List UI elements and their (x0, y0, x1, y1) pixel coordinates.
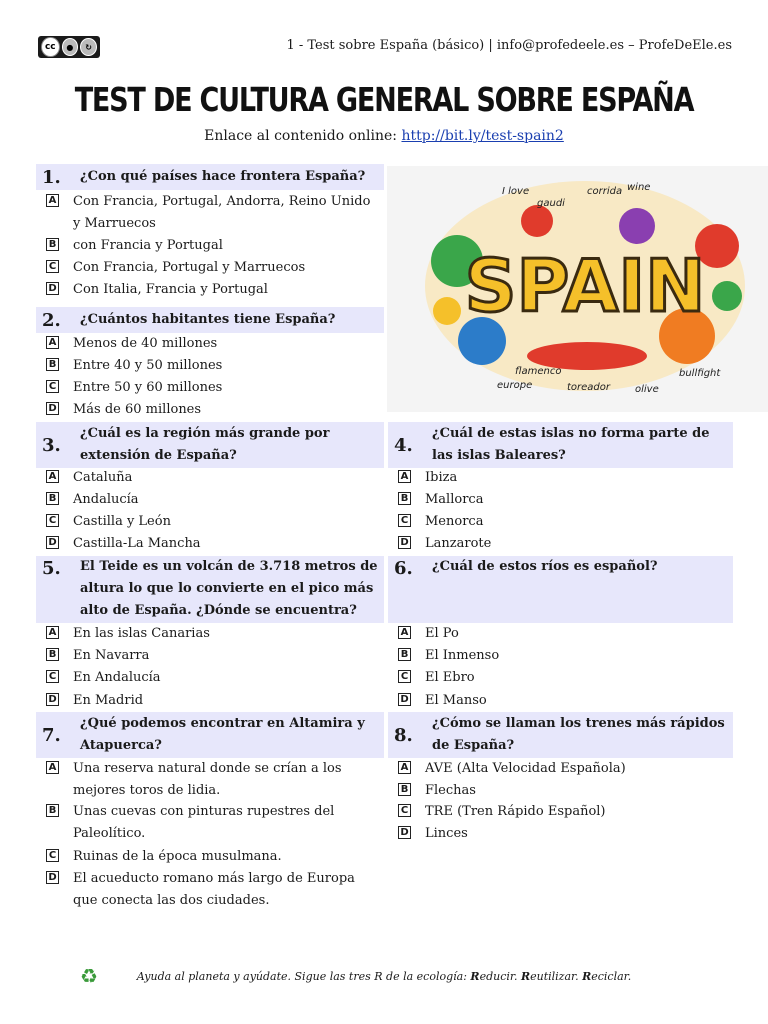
footer-note (0, 970, 768, 983)
option-1a[interactable] (46, 191, 376, 235)
checkbox-b[interactable]: B (46, 238, 59, 251)
option-text: Con Italia, Francia y Portugal (73, 282, 268, 297)
checkbox-c[interactable]: C (398, 804, 411, 817)
option-1c[interactable] (46, 257, 376, 279)
option-text: Ruinas de la época musulmana. (73, 849, 282, 864)
option-2a[interactable] (46, 333, 376, 355)
checkbox-d[interactable]: D (46, 536, 59, 549)
question-8 (388, 712, 733, 758)
label-olive: olive (635, 384, 659, 395)
option-3c[interactable] (46, 511, 376, 533)
option-text: Castilla-La Mancha (73, 536, 201, 551)
checkbox-d[interactable]: D (398, 826, 411, 839)
checkbox-a[interactable]: A (46, 194, 59, 207)
option-3b[interactable] (46, 489, 376, 511)
option-text: El Manso (425, 693, 487, 708)
question-text: El Teide es un volcán de 3.718 metros de altura lo que lo convierte en el pico más alto de España. ¿Dónde se encuentra? (80, 559, 378, 618)
option-6b[interactable] (398, 645, 728, 667)
checkbox-c[interactable]: C (46, 514, 59, 527)
option-2b[interactable] (46, 355, 376, 377)
option-7a[interactable] (46, 758, 386, 802)
question-text: ¿Con qué países hace frontera España? (80, 169, 366, 184)
checkbox-b[interactable]: B (398, 492, 411, 505)
footer-prefix: Ayuda al planeta y ayúdate. Sigue las tres R de la ecología: (136, 970, 471, 983)
checkbox-d[interactable]: D (46, 282, 59, 295)
option-text: Flechas (425, 783, 476, 798)
option-text: Con Francia, Portugal y Marruecos (73, 260, 306, 275)
option-8d[interactable] (398, 823, 728, 845)
question-3 (36, 422, 384, 468)
footer-r2: eutilizar. (530, 970, 583, 983)
option-text: Cataluña (73, 470, 133, 485)
question-number: 4. (394, 434, 413, 456)
option-8c[interactable] (398, 801, 728, 823)
checkbox-d[interactable]: D (46, 693, 59, 706)
option-text: En Andalucía (73, 670, 161, 685)
footer-r1: educir. (479, 970, 521, 983)
option-4c[interactable] (398, 511, 728, 533)
label-love: I love (502, 186, 530, 197)
by-icon: ● (62, 38, 79, 56)
label-corrida: corrida (587, 186, 623, 197)
question-number: 5. (42, 558, 61, 579)
question-text: ¿Cómo se llaman los trenes más rápidos de España? (432, 716, 725, 753)
question-4 (388, 422, 733, 468)
option-text: AVE (Alta Velocidad Española) (425, 761, 626, 776)
checkbox-b[interactable]: B (46, 358, 59, 371)
question-text: ¿Qué podemos encontrar en Altamira y Atapuerca? (80, 716, 365, 753)
footer-r3: eciclar. (591, 970, 632, 983)
option-text: Lanzarote (425, 536, 492, 551)
label-bullfight: bullfight (679, 368, 721, 379)
option-4b[interactable] (398, 489, 728, 511)
page-info: 1 - Test sobre España (básico) | info@profedeele.es – ProfeDeEle.es (286, 38, 732, 53)
option-7c[interactable] (46, 846, 376, 868)
label-europe: europe (497, 380, 533, 391)
option-6a[interactable] (398, 623, 728, 645)
footer-r1-initial: R (470, 970, 480, 983)
option-1d[interactable] (46, 279, 376, 301)
sa-icon: ↻ (80, 38, 97, 56)
checkbox-d[interactable]: D (46, 402, 59, 415)
option-4d[interactable] (398, 533, 728, 555)
spain-illustration (387, 166, 768, 412)
option-1b[interactable] (46, 235, 376, 257)
option-6d[interactable] (398, 690, 728, 712)
option-text: El Ebro (425, 670, 475, 685)
question-number: 7. (42, 724, 61, 746)
option-7d[interactable] (46, 868, 376, 912)
checkbox-c[interactable]: C (46, 380, 59, 393)
license-badge (38, 36, 100, 58)
checkbox-c[interactable]: C (398, 670, 411, 683)
option-text: Unas cuevas con pinturas rupestres del Paleolítico. (73, 804, 335, 841)
checkbox-b[interactable]: B (46, 804, 59, 817)
page-title: TEST DE CULTURA GENERAL SOBRE ESPAÑA (74, 80, 694, 119)
footer-r3-initial: R (582, 970, 592, 983)
option-text: Linces (425, 826, 468, 841)
subtitle-prefix: Enlace al contenido online: (204, 128, 402, 144)
option-text: En Madrid (73, 693, 144, 708)
option-text: Con Francia, Portugal, Andorra, Reino Unido y Marruecos (73, 194, 371, 231)
option-5b[interactable] (46, 645, 376, 667)
checkbox-d[interactable]: D (398, 693, 411, 706)
option-text: Menos de 40 millones (73, 336, 218, 351)
label-toreador: toreador (567, 382, 611, 393)
question-text: ¿Cuántos habitantes tiene España? (80, 312, 336, 327)
option-text: En Navarra (73, 648, 150, 663)
label-flamenco: flamenco (515, 366, 562, 377)
illustration-word: SPAIN (464, 244, 706, 328)
option-text: Andalucía (73, 492, 139, 507)
option-text: Castilla y León (73, 514, 171, 529)
option-2d[interactable] (46, 399, 376, 421)
option-text: TRE (Tren Rápido Español) (425, 804, 606, 819)
option-5c[interactable] (46, 667, 376, 689)
question-5 (36, 556, 384, 623)
question-1 (36, 164, 384, 190)
question-number: 6. (394, 558, 413, 579)
label-gaudi: gaudi (537, 198, 565, 209)
checkbox-b[interactable]: B (398, 648, 411, 661)
option-8a[interactable] (398, 758, 728, 780)
checkbox-a[interactable]: A (398, 761, 411, 774)
question-7 (36, 712, 384, 758)
option-3d[interactable] (46, 533, 376, 555)
option-6c[interactable] (398, 667, 728, 689)
question-number: 3. (42, 434, 61, 456)
checkbox-c[interactable]: C (46, 849, 59, 862)
option-text: Más de 60 millones (73, 402, 202, 417)
question-2 (36, 307, 384, 333)
checkbox-d[interactable]: D (46, 871, 59, 884)
question-number: 1. (42, 166, 61, 188)
option-3a[interactable] (46, 467, 376, 489)
label-wine: wine (627, 182, 651, 193)
checkbox-c[interactable]: C (398, 514, 411, 527)
checkbox-a[interactable]: A (398, 626, 411, 639)
checkbox-b[interactable]: B (46, 492, 59, 505)
option-text: El Inmenso (425, 648, 500, 663)
checkbox-b[interactable]: B (398, 783, 411, 796)
option-7b[interactable] (46, 801, 376, 845)
checkbox-a[interactable]: A (46, 336, 59, 349)
question-number: 2. (42, 309, 61, 331)
option-text: El acueducto romano más largo de Europa que conecta las dos ciudades. (73, 871, 355, 908)
option-5a[interactable] (46, 623, 376, 645)
checkbox-a[interactable]: A (46, 626, 59, 639)
checkbox-a[interactable]: A (398, 470, 411, 483)
option-text: Menorca (425, 514, 484, 529)
subtitle (0, 128, 768, 144)
cc-icon: cc (41, 37, 60, 57)
option-4a[interactable] (398, 467, 728, 489)
question-number: 8. (394, 724, 413, 746)
option-text: El Po (425, 626, 459, 641)
option-text: En las islas Canarias (73, 626, 210, 641)
question-6 (388, 556, 733, 623)
checkbox-b[interactable]: B (46, 648, 59, 661)
option-text: con Francia y Portugal (73, 238, 223, 253)
option-text: Entre 40 y 50 millones (73, 358, 223, 373)
question-text: ¿Cuál de estas islas no forma parte de las islas Baleares? (432, 426, 710, 463)
question-text: ¿Cuál de estos ríos es español? (432, 559, 658, 574)
option-text: Ibiza (425, 470, 458, 485)
footer-r2-initial: R (520, 970, 531, 983)
option-text: Entre 50 y 60 millones (73, 380, 223, 395)
option-text: Una reserva natural donde se crían a los mejores toros de lidia. (73, 761, 342, 798)
checkbox-d[interactable]: D (398, 536, 411, 549)
option-8b[interactable] (398, 780, 728, 802)
checkbox-c[interactable]: C (46, 260, 59, 273)
question-text: ¿Cuál es la región más grande por extensión de España? (80, 426, 330, 463)
option-text: Mallorca (425, 492, 484, 507)
checkbox-a[interactable]: A (46, 470, 59, 483)
option-5d[interactable] (46, 690, 376, 712)
checkbox-a[interactable]: A (46, 761, 59, 774)
online-link[interactable]: http://bit.ly/test-spain2 (401, 128, 564, 144)
option-2c[interactable] (46, 377, 376, 399)
recycle-icon: ♻ (80, 964, 98, 988)
checkbox-c[interactable]: C (46, 670, 59, 683)
